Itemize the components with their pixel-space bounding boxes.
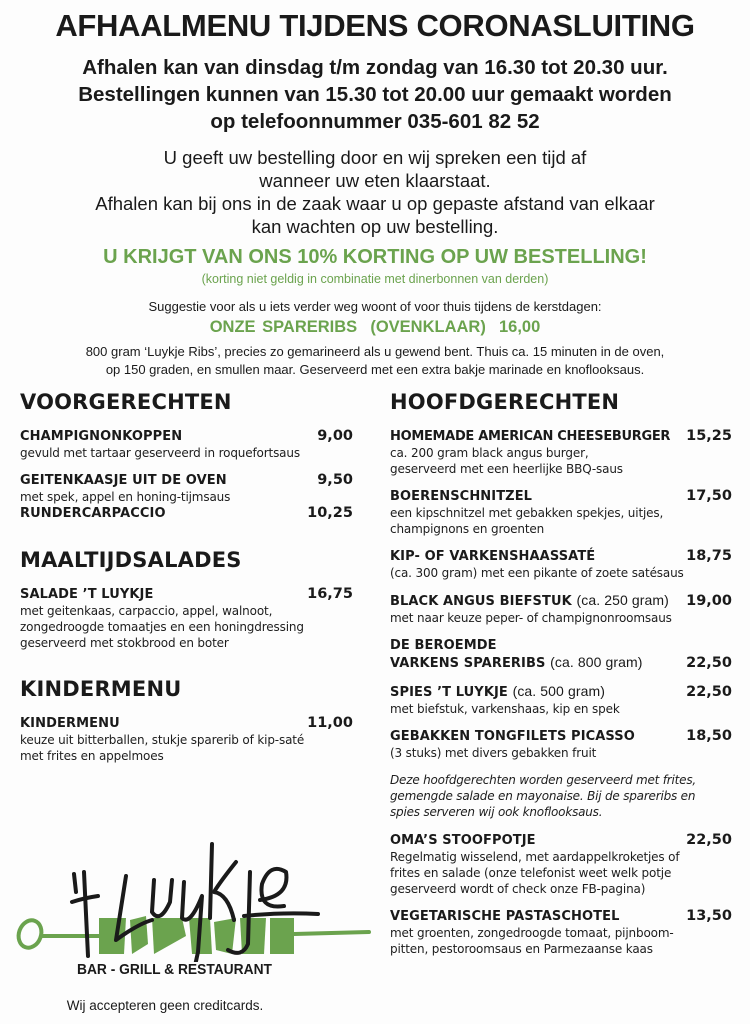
menu-item xyxy=(20,715,353,764)
section-title: MAALTIJDSALADES xyxy=(20,548,242,572)
item-name: SALADE ’T LUYKJE xyxy=(20,587,154,602)
intro-line: kan wachten op uw bestelling. xyxy=(251,216,499,237)
item-price: 9,50 xyxy=(317,472,353,488)
intro-line: wanneer uw eten klaarstaat. xyxy=(259,170,491,191)
item-price: 18,50 xyxy=(686,728,732,744)
item-description: frites en salade (onze telefonist weet welk potje xyxy=(390,866,672,880)
item-price: 10,25 xyxy=(307,505,353,521)
item-description: met spek, appel en honing-tijmsaus xyxy=(20,490,231,504)
hours-line: Bestellingen kunnen van 15.30 tot 20.00 uur gemaakt worden xyxy=(78,83,672,106)
item-quantity: (ca. 800 gram) xyxy=(550,654,643,670)
item-description: ca. 200 gram black angus burger, xyxy=(390,446,589,460)
menu-item xyxy=(390,728,732,761)
ribs-desc-line: op 150 graden, en smullen maar. Geserveerd met een extra bakje marinade en knoflooksaus. xyxy=(105,362,645,377)
menu-item xyxy=(390,592,732,626)
section-title: HOOFDGERECHTEN xyxy=(390,390,620,414)
item-name: KINDERMENU xyxy=(20,716,120,731)
item-description: met frites en appelmoes xyxy=(20,749,164,763)
item-price: 22,50 xyxy=(686,655,732,671)
menu-item xyxy=(20,586,353,651)
intro-line: Afhalen kan bij ons in de zaak waar u op gepaste afstand van elkaar xyxy=(95,193,655,214)
item-price: 19,00 xyxy=(686,593,732,609)
item-description: een kipschnitzel met gebakken spekjes, uitjes, xyxy=(390,506,664,520)
item-description: champignons en groenten xyxy=(390,522,545,536)
item-price: 17,50 xyxy=(686,488,732,504)
item-price: 15,25 xyxy=(686,428,732,444)
item-name-text: SPIES ’T LUYKJE xyxy=(390,685,508,700)
opening-hours xyxy=(0,54,750,135)
menu-item xyxy=(390,683,732,717)
item-name-text: VARKENS SPARERIBS xyxy=(390,656,546,671)
serving-note xyxy=(390,772,732,820)
item-price: 16,75 xyxy=(307,586,353,602)
item-description: Regelmatig wisselend, met aardappelkroketjes of xyxy=(390,850,680,864)
item-name: BOERENSCHNITZEL xyxy=(390,489,533,504)
item-name: CHAMPIGNONKOPPEN xyxy=(20,429,183,444)
menu-item xyxy=(20,472,353,505)
item-price: 22,50 xyxy=(686,684,732,700)
item-description: geserveerd met stokbrood en boter xyxy=(20,636,229,650)
left-column xyxy=(20,390,353,775)
item-quantity: (ca. 250 gram) xyxy=(576,592,669,608)
spareribs-description xyxy=(0,343,750,379)
item-price: 11,00 xyxy=(307,715,353,731)
item-description: met biefstuk, varkenshaas, kip en spek xyxy=(390,702,620,716)
item-description: zongedroogde tomaatjes en een honingdressing xyxy=(20,620,304,634)
item-description: met naar keuze peper- of champignonroomsaus xyxy=(390,611,672,625)
item-description: met groenten, zongedroogde tomaat, pijnboom- xyxy=(390,926,674,940)
item-name xyxy=(390,683,605,701)
menu-item xyxy=(390,488,732,537)
item-name: KIP- OF VARKENSHAASSATÉ xyxy=(390,549,596,564)
phone-line: op telefoonnummer 035-601 82 52 xyxy=(210,110,540,133)
hours-line: Afhalen kan van dinsdag t/m zondag van 16.30 tot 20.30 uur. xyxy=(82,56,668,79)
menu-item xyxy=(390,637,732,672)
ribs-desc-line: 800 gram ‘Luykje Ribs’, precies zo gemarineerd als u gewend bent. Thuis ca. 15 minuten in de oven, xyxy=(85,344,665,359)
item-name: RUNDERCARPACCIO xyxy=(20,506,166,521)
intro-line: U geeft uw bestelling door en wij spreken een tijd af xyxy=(163,147,587,168)
section-hoofdgerechten xyxy=(390,390,732,957)
item-description: geserveerd wordt of check onze FB-pagina) xyxy=(390,882,646,896)
item-name: HOMEMADE AMERICAN CHEESEBURGER xyxy=(390,429,671,444)
section-voorgerechten xyxy=(20,390,353,522)
suggestion-text: Suggestie voor als u iets verder weg woont of voor thuis tijdens de kerstdagen: xyxy=(148,299,602,314)
menu-item xyxy=(390,908,732,957)
item-name: GEITENKAASJE UIT DE OVEN xyxy=(20,473,227,488)
item-description: geserveerd met een heerlijke BBQ-saus xyxy=(390,462,623,476)
item-price: 9,00 xyxy=(317,428,353,444)
item-price: 22,50 xyxy=(686,832,732,848)
item-price: 13,50 xyxy=(686,908,732,924)
page-title: AFHAALMENU TIJDENS CORONASLUITING xyxy=(55,8,695,43)
item-name: OMA’S STOOFPOTJE xyxy=(390,833,536,848)
menu-item xyxy=(20,505,353,522)
menu-item xyxy=(20,428,353,461)
item-description: met geitenkaas, carpaccio, appel, walnoot, xyxy=(20,604,273,618)
section-title: KINDERMENU xyxy=(20,677,182,701)
item-price: 18,75 xyxy=(686,548,732,564)
intro-text xyxy=(0,146,750,238)
discount-banner: U KRIJGT VAN ONS 10% KORTING OP UW BESTELLING! xyxy=(103,246,647,268)
item-name: GEBAKKEN TONGFILETS PICASSO xyxy=(390,729,635,744)
item-description: pitten, pestoroomsaus en Parmezaanse kaas xyxy=(390,942,653,956)
item-name-text: BLACK ANGUS BIEFSTUK xyxy=(390,594,572,609)
logo-subtitle: BAR - GRILL & RESTAURANT xyxy=(77,961,272,978)
item-name-line1: DE BEROEMDE xyxy=(390,638,497,653)
right-column xyxy=(390,390,732,968)
logo-graphic xyxy=(14,832,374,962)
item-name xyxy=(390,654,643,672)
discount-note: (korting niet geldig in combinatie met dinerbonnen van derden) xyxy=(201,272,549,286)
item-name xyxy=(390,592,669,610)
spareribs-offer: ONZE SPARERIBS (OVENKLAAR) 16,00 xyxy=(209,318,541,336)
menu-item xyxy=(390,832,732,897)
menu-item xyxy=(390,548,732,581)
note-line: Deze hoofdgerechten worden geserveerd met frites, xyxy=(390,773,697,787)
item-description: keuze uit bitterballen, stukje sparerib of kip-saté xyxy=(20,733,305,747)
note-line: spies serveren wij ook knoflooksaus. xyxy=(390,805,603,819)
menu-item xyxy=(390,428,732,477)
item-description: (3 stuks) met divers gebakken fruit xyxy=(390,746,597,760)
item-description: gevuld met tartaar geserveerd in roquefortsaus xyxy=(20,446,300,460)
section-maaltijdsalades xyxy=(20,548,353,651)
payment-note: Wij accepteren geen creditcards. xyxy=(66,998,264,1013)
restaurant-logo xyxy=(14,832,374,982)
note-line: gemengde salade en mayonaise. Bij de spareribs en xyxy=(390,789,696,803)
section-kindermenu xyxy=(20,677,353,764)
item-description: (ca. 300 gram) met een pikante of zoete satésaus xyxy=(390,566,684,580)
item-name: VEGETARISCHE PASTASCHOTEL xyxy=(390,909,620,924)
item-quantity: (ca. 500 gram) xyxy=(512,683,605,699)
section-title: VOORGERECHTEN xyxy=(20,390,232,414)
